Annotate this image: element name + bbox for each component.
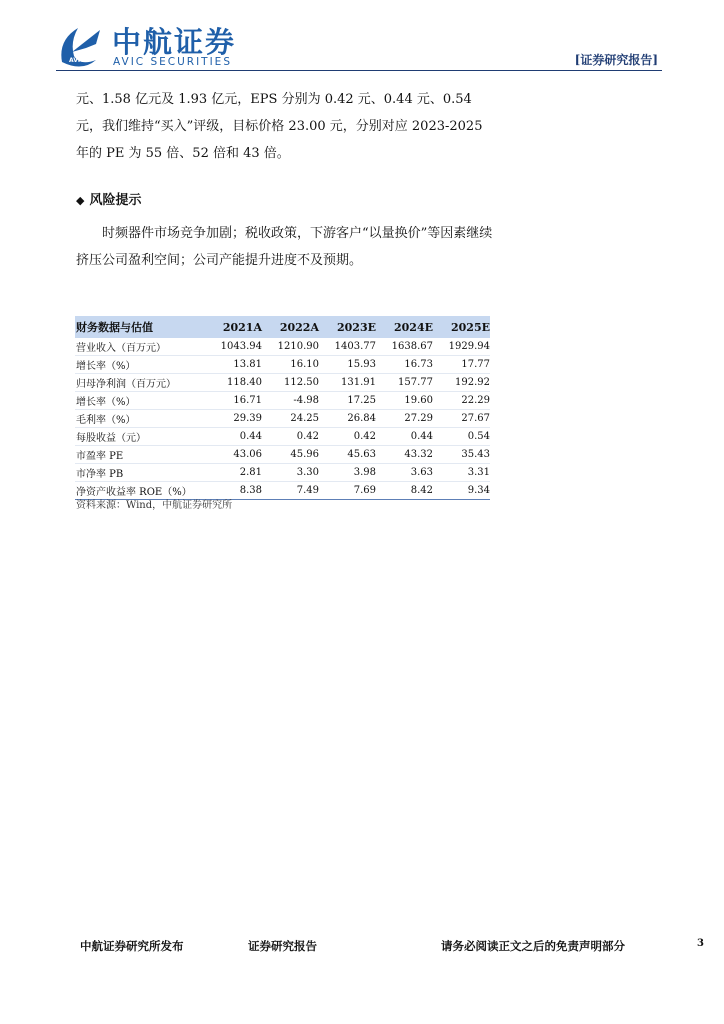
table-cell: 8.38 (239, 485, 262, 496)
row-label-cell: 净资产收益率 ROE（%） (76, 487, 192, 498)
table-cell: 1403.77 (334, 341, 376, 352)
table-row (75, 356, 490, 374)
table-row (75, 392, 490, 410)
table-row (75, 464, 490, 482)
table-cell: 26.84 (347, 413, 376, 424)
table-cell: 13.81 (233, 359, 262, 370)
logo-chinese-name: 中航证券 (112, 25, 237, 59)
table-cell: 3.31 (467, 467, 490, 478)
table-cell: 1210.90 (277, 341, 319, 352)
row-label-cell: 市净率 PB (76, 469, 124, 480)
table-header-cell: 2021A (205, 316, 262, 338)
page-header (0, 0, 724, 80)
table-cell: 0.42 (296, 431, 319, 442)
table-cell: 43.06 (233, 449, 262, 460)
table-cell: 1929.94 (448, 341, 490, 352)
table-header-cell: 2025E (433, 316, 490, 338)
table-cell: 192.92 (455, 377, 490, 388)
page-footer (80, 938, 704, 958)
table-cell: 45.63 (347, 449, 376, 460)
table-header-cell: 财务数据与估值 (75, 316, 205, 338)
table-cell: 35.43 (461, 449, 490, 460)
financial-data-table (75, 316, 490, 500)
table-header-cell: 2024E (376, 316, 433, 338)
table-cell: 16.71 (233, 395, 262, 406)
table-cell: 1043.94 (220, 341, 262, 352)
logo-english-name: AVIC SECURITIES (113, 56, 232, 68)
table-row (75, 410, 490, 428)
footer-publisher: 中航证券研究所发布 (80, 939, 184, 953)
table-row (75, 338, 490, 356)
table-cell: 7.69 (353, 485, 376, 496)
table-cell: 27.29 (404, 413, 433, 424)
table-cell: 2.81 (239, 467, 262, 478)
table-cell: 3.98 (353, 467, 376, 478)
row-label-cell: 毛利率（%） (76, 415, 136, 426)
page-number: 3 (697, 938, 704, 949)
avic-logo-icon (56, 22, 106, 68)
row-label-cell: 增长率（%） (76, 397, 136, 408)
row-label-cell: 每股收益（元） (76, 433, 146, 444)
table-cell: 0.42 (353, 431, 376, 442)
table-row (75, 374, 490, 392)
forecast-paragraph: 元、1.58 亿元及 1.93 亿元，EPS 分别为 0.42 元、0.44 元、0.54 元，我们维持“买入”评级，目标价格 23.00 元，分别对应 2023-2025 年的 PE 为 55 倍、52 倍和 43 倍。 (76, 92, 483, 161)
table-cell: 17.77 (461, 359, 490, 370)
header-divider (56, 70, 662, 71)
table-row (75, 446, 490, 464)
row-label-cell: 增长率（%） (76, 361, 136, 372)
table-cell: -4.98 (293, 395, 319, 406)
table-body (75, 338, 490, 500)
table-header-row (75, 316, 490, 338)
table-cell: 112.50 (284, 377, 319, 388)
diamond-bullet-icon: ◆ (76, 194, 85, 207)
table-header-cell: 2022A (262, 316, 319, 338)
table-cell: 0.44 (410, 431, 433, 442)
table-cell: 8.42 (410, 485, 433, 496)
table-cell: 45.96 (290, 449, 319, 460)
report-type-label: [证券研究报告] (574, 53, 658, 67)
footer-disclaimer: 请务必阅读正文之后的免责声明部分 (441, 939, 625, 953)
table-cell: 29.39 (233, 413, 262, 424)
row-label-cell: 归母净利润（百万元） (76, 379, 176, 390)
table-cell: 0.44 (239, 431, 262, 442)
table-cell: 19.60 (404, 395, 433, 406)
table-cell: 1638.67 (391, 341, 433, 352)
table-source-note: 资料来源：Wind，中航证券研究所 (76, 500, 233, 511)
row-label-cell: 营业收入（百万元） (76, 343, 166, 354)
table-header-cell: 2023E (319, 316, 376, 338)
table-row (75, 428, 490, 446)
footer-report-type: 证券研究报告 (248, 939, 317, 953)
row-label-cell: 市盈率 PE (76, 451, 124, 462)
table-cell: 3.30 (296, 467, 319, 478)
table-cell: 15.93 (347, 359, 376, 370)
table-cell: 0.54 (467, 431, 490, 442)
table-cell: 27.67 (461, 413, 490, 424)
table-cell: 3.63 (410, 467, 433, 478)
logo-badge-text: AVIC (69, 57, 85, 64)
table-cell: 22.29 (461, 395, 490, 406)
table-cell: 118.40 (227, 377, 262, 388)
table-cell: 7.49 (296, 485, 319, 496)
risk-heading-text: 风险提示 (89, 193, 142, 208)
risk-paragraph: 时频器件市场竞争加剧；税收政策，下游客户“以量换价”等因素继续挤压公司盈利空间；公司产能提升进度不及预期。 (76, 226, 493, 268)
table-cell: 9.34 (467, 485, 490, 496)
table-cell: 131.91 (341, 377, 376, 388)
table-cell: 24.25 (290, 413, 319, 424)
table-cell: 157.77 (398, 377, 433, 388)
table-cell: 16.10 (290, 359, 319, 370)
table-cell: 17.25 (347, 395, 376, 406)
table-cell: 16.73 (404, 359, 433, 370)
risk-heading (76, 189, 141, 208)
table-cell: 43.32 (404, 449, 433, 460)
